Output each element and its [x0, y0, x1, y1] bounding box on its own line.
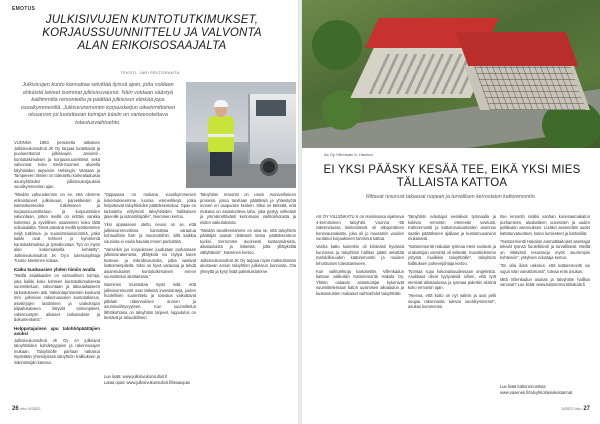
photo-windows	[363, 54, 482, 94]
photo-worker-legs	[210, 152, 232, 176]
section-label: EMOTUS	[12, 6, 36, 12]
paragraph: Julkisivukonsultoit JK Oy on julkisivut taloyhtiöiden kohdetyyppien ja rakennusajan mukaan. Taloyhtiölle parhaat ratkaisut löydetään yhteistyössä taloyhtiön hallituksen ja isännöitsijän kanssa.	[14, 337, 100, 365]
paragraph: "Kattoremontti Hakalan ammattitaitoiset asentajat tekivät työnsä huolellisesti ja turvallisesti. Meillä on riittävästi resursseja myös suurempiin kohteisiin", yrityksen edustaja kertoo.	[500, 238, 590, 260]
left-byline: TEKSTI: JARI PELTORANTA	[120, 70, 180, 75]
paragraph: Julkisivukonsultoit JK Oy tarjoaa myös maksuttoman alustavan arvion taloyhtiön julkisivun kunnosta. Ota yhteyttä ja kysy lisää palveluistamme.	[200, 257, 296, 274]
photo-worker-helmet	[214, 100, 228, 107]
issue-number: 5/2022	[28, 406, 41, 411]
paragraph: Taloyhtiön remontti on usein monivaiheinen prosessi, jossa tarvitaan päätöksiä ja yhteistyötä monen eri osapuolen kesken. Siksi on tärkeää, että mukana on asiantunteva taho, joka pystyy selkeästi ja ymmärrettävästi kertomaan vaihtoehdoista ja niiden vaikutuksista.	[200, 192, 296, 225]
photo-building-block	[372, 10, 572, 120]
left-headline: JULKISIVUJEN KUNTOTUTKIMUKSET, KORJAUSSUUNNITTELU JA VALVONTA ALAN ERIKOISOSAAJALTA	[42, 14, 262, 52]
paragraph: Vanha katto kuitenkin oli kiinteästi hyvässä kunnossa ja taloyhtiön hallitus päätti selvittää mahdollisuuden kattoremontin ja muiden tehostusten toteuttamiseen.	[316, 244, 404, 266]
right-column-2	[408, 214, 496, 312]
paragraph: Nieminen muistuttaa myös siitä, että julkisivuremontit ovat tärkeitä investointeja, joiden huolellinen suunnittelu ja toteutus vaikuttavat pitkään rakennuksen arvoon ja asumisviihtyvyyteen. Kun suunnittelun lähtökohtana on taloyhtiön tarpeet, lopputulos on kestävä ja taloudellinen.	[104, 282, 196, 320]
right-column-1	[316, 214, 404, 299]
photo-scaffold	[474, 66, 586, 110]
paragraph: "Meillä asiakkaiden on vastuullinen toimija, joka kaikki koko kohteen kuntotutkimuksesta suunnitteluun, valvontaan ja takuuaikaiseen tarkastukseen asti. Valvontaprosessiin kuuluvat mm. julkisivun rakennusosien kuntotutkimus, asiakirjojen laatiminen ja urakoitsijan kilpailutukseen liittyvät toimenpiteet, rakennustyön aikaiset tarkastukset ja dokumentointi."	[14, 273, 100, 322]
paragraph: Mitä Villenkadun asukas ja taloyhtiön hallitus sanovat? Lue lisää: www.kattoremonttihakala.fi	[500, 276, 590, 287]
photo-red-roof-right	[456, 32, 578, 66]
right-column-3	[500, 214, 590, 290]
paragraph: AS OY VILLENKATU 6 on Haminassa sijaitseva 4-kerroksinen taloyhtiö. Vuonna -58 rakennetussa kiinteistössä oli alkuperäinen konesaumakatto, joka oli jo muutamin vuoden vuotanut korjaukseen tarvinnut kattoa.	[316, 214, 404, 241]
photo-vest-stripe	[208, 134, 234, 137]
right-links	[500, 384, 592, 395]
paragraph: "Varsinkin jos korjaukseen joudutaan purkamaan julkisivurakenteita, yllätyksiä voi löytyä kuten kosteus- ja mikrobivaurioita, jotka vaativat lisätoimenpiteitä. Siksi on hyvä varautua ja tehdä asianmukaiset kuntotutkimukset ennen suunnittelun aloittamista."	[104, 246, 196, 279]
right-lead: Rittavat resurssit takaavat nopean ja turvallisen kerrostalon kattoremontin.	[365, 194, 537, 200]
photo-ground	[186, 168, 296, 188]
photo-truck-wheel	[260, 158, 278, 176]
photo-tree	[312, 20, 362, 70]
read-more-label: Lue lisää kattoremontista:	[500, 384, 547, 389]
magazine-name: kito	[20, 406, 27, 411]
right-headline: EI YKSI PÄÄSKY KESÄÄ TEE, EIKÄ YKSI MIES TÄLLAISTA KATTOA	[323, 164, 581, 189]
paragraph: Työmaa sujui kokonaisuudessaan ongelmitta. Asukkaat olivat tyytyväisiä siihen, että työt etenivät aikataulussa ja työmaa pidettiin siistinä koko remontin ajan.	[408, 268, 496, 290]
left-lead: Julkisivujen kunto kannattaa selvittää ilyissä ajoin, jotta voidaan ehkäistä laiveet isommat julkisivuvauriot. Näin voidaan säästyä kalliimmilta remonteilta ja päättää julkisivun elinkää jopa vuosikymmenillä. Julkisivuremontin korjausketjun oikeinmittoinen olosarvon joi luotettavan toimijan käsiin on varteenotettava toteutusvaihtoehto.	[20, 82, 176, 126]
left-links	[104, 374, 244, 385]
paragraph: "Meidän vahvuutemme on se, että olemme erikoistuneet julkisivuun, parvekkeisiin ja kattorakenteiden tutkimiseen ja korjaussuunnitteluun ja korjaustöiden valvontaan, jotten meillä on erittäin vankka kokemus ja syvällinen osaaminen koko tältä erikoisalalta. Tämä päivänä meillä työskentelee neljä tutkimus- ja suunnitteluinsinööriä, jotka kaikki ovat tehneet jo kymmeniä kuntotutkimuksia ja työvalvontaa. Työ on myös alan kokemuksella kehitetty", Julkisivukonsultoit JK Oy:n toimitusjohtaja Tuomo Nieminen toteaa.	[14, 192, 100, 263]
left-column-1	[14, 140, 100, 368]
building-photo	[302, 0, 600, 148]
left-folio	[12, 406, 41, 412]
paragraph: "En olisi ikinä uskonut, että kattoremontti voi sujua näin vaivattomasti", toteaa eräs asukas.	[500, 263, 590, 274]
paragraph: Taloyhtiön edustajat vierailivat työmaalla ja kokivat remontin etenevän sovitusti. Kattoremontti ja kattoturvatuotteiden asennus saatiin päätökseen ajallaan ja kustannusarvion mukaisesti.	[408, 214, 496, 241]
paragraph: Itse remontti sisälsi vanhan konesaumakaton purkamisen, aluskatteen uusimisen ja uuden peltikaton asennuksen. Lisäksi asennettiin uudet kattoturvatuotteet, kuten lumiesteet ja kattosillat.	[500, 214, 590, 236]
read-more-link[interactable]: Lue lisää: www.julkisivukonsultoit.fi	[104, 374, 168, 379]
page-number: 27	[583, 406, 590, 412]
page-number: 26	[12, 406, 19, 412]
paragraph: Yksi oppaaseen otettu neuvo on se, että julkisivuremontissa kannattaa varautua kohtuullisiin lisä- ja muutostöihin, sillä kaikkia vaurioita ei voida havaita ennen purkutöitä.	[104, 222, 196, 244]
right-folio	[562, 406, 591, 412]
right-page	[302, 0, 600, 424]
paragraph: "Kattoremontti Hakalan työmaa eteni sovitusti ja urakoitsijan viestintä oli selkeää. Suosittelemme yritystä muillekin taloyhtiöille", taloyhtiön hallituksen puheenjohtaja kertoo.	[408, 244, 496, 266]
left-column-3	[200, 192, 296, 277]
paragraph: "Oppaassa on mukana vuosikymmenien kokemukseemme luomia esimerkkejä, jotka helpottavat taloyhtiöiden päätöksentekoa. Opas on tarkoitettu erityisesti taloyhtiöiden hallituksen jäsenille ja isännöitsijöille", Nieminen kertoo.	[104, 192, 196, 219]
subheading: Helppotajuinen apu talohtiöpäättäjien avuksi	[14, 325, 100, 336]
paragraph: Kun vaihtoehtoja kartoitettiin, Villenkadun kattoon valikoitiin Kattoremontti Hakala Oy. Yhtiön osaavat asiantuntijat kykenivät suunnittelemaan katon uusimisen aikataulun ja kustannusten mukaiset vaihtoehdot taloyhtiölle.	[316, 268, 404, 296]
photo-caption: As Oy Villenkatu 6, Hamina	[324, 152, 373, 157]
issue-number: 5/2022	[561, 406, 574, 411]
magazine-name: kito	[575, 406, 582, 411]
worker-photo	[186, 82, 296, 188]
paragraph: VUONNA 1993 perustettu tutkaisen Julkisivukonsultoit JK Oy tarjoaa luotettavat ja puolueettomat julkisivujen arviointi-, kuntotutkimukset ja korjaussuunnittelut sekä valvonnat koko Etelä-Suomen alueella talyhtiöiden tarpeisiin. Helsingin, Vantaan ja Tampereen tiimien on toteutettu korkealaatuisia asuinyhtiöiden julkisivukorjauksia vuosikymmenien ajan.	[14, 140, 100, 189]
subheading: Kaiku kuukausien yhden tiimiin avulla	[14, 266, 96, 272]
read-more-link[interactable]: www.vasenek.fi/taloyhtiot/asiakastarinat	[500, 389, 573, 395]
left-page	[0, 0, 298, 424]
paragraph: "Hienoa, että katto on nyt valmis ja uusi pelti suojaa rakennusta tulevat vuosikymmenet", asukas kommentoi.	[408, 293, 496, 309]
photo-truck-window	[256, 100, 286, 116]
left-column-2	[104, 192, 196, 323]
download-guide-link[interactable]: Lataa opas: www.julkisivukonsultoit.fi/lataaopas	[104, 379, 191, 385]
paragraph: "Meidän tavoitteenamme on aina se, että taloyhtiön päättäjät saavat riittävästi tietoa päätöksenteon tueksi. Kerromme avoimesti kustannuksista, aikatauluista ja riskeistä, jotta yllätyksiltä vältyttäisiin", Nieminen kertoo.	[200, 227, 296, 255]
